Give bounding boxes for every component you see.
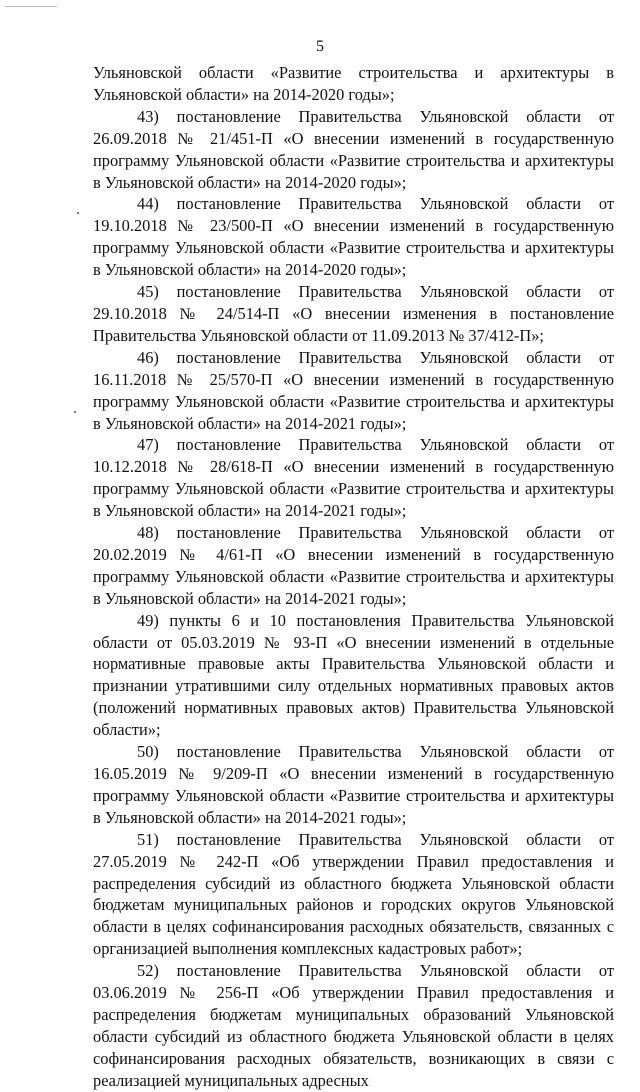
document-body — [93, 62, 614, 1092]
list-item-48: 48) постановление Правительства Ульяновской области от 20.02.2019 № 4/61-П «О внесении изменений в государственную программу Ульяновской области «Развитие строительства и архитектуры в Ульяновской области» на 2014-2021 годы»; — [93, 523, 614, 608]
paragraph-continued: Ульяновской области «Развитие строительства и архитектуры в Ульяновской области» на 2014-2020 годы»; — [93, 63, 614, 104]
scan-artifact-dot — [77, 212, 79, 214]
list-item-49: 49) пункты 6 и 10 постановления Правительства Ульяновской области от 05.03.2019 № 93-П «О внесении изменений в отдельные нормативные правовые акты Правительства Ульяновской области и признании утратившими силу отдельных нормативных правовых актов (положений нормативных правовых актов) Правительства Ульяновской области»; — [93, 610, 614, 740]
scan-artifact-top — [5, 6, 57, 7]
list-item-45: 45) постановление Правительства Ульяновской области от 29.10.2018 № 24/514-П «О внесении изменения в постановление Правительства Ульяновской области от 11.09.2013 № 37/412-П»; — [93, 282, 614, 345]
list-item-43: 43) постановление Правительства Ульяновской области от 26.09.2018 № 21/451-П «О внесении изменений в государственную программу Ульяновской области «Развитие строительства и архитектуры в Ульяновской области» на 2014-2020 годы»; — [93, 106, 614, 192]
list-item-50: 50) постановление Правительства Ульяновской области от 16.05.2019 № 9/209-П «О внесении изменений в государственную программу Ульяновской области «Развитие строительства и архитектуры в Ульяновской области» на 2014-2021 годы»; — [93, 742, 614, 827]
list-item-46: 46) постановление Правительства Ульяновской области от 16.11.2018 № 25/570-П «О внесении изменений в государственную программу Ульяновской области «Развитие строительства и архитектуры в Ульяновской области» на 2014-2021 годы»; — [93, 347, 614, 433]
page-number: 5 — [316, 38, 324, 55]
scan-artifact-dot — [74, 411, 76, 413]
list-item-51: 51) постановление Правительства Ульяновской области от 27.05.2019 № 242-П «Об утверждении Правил предоставления и распределения субсидий из областного бюджета Ульяновской области бюджетам муниципальных районов и городских округов Ульяновской области в целях софинансирования расходных обязательств, связанных с организацией выполнения комплексных кадастровых работ»; — [93, 829, 614, 959]
list-item-52: 52) постановление Правительства Ульяновской области от 03.06.2019 № 256-П «Об утверждении Правил предоставления и распределения бюджетам муниципальных образований Ульяновской области субсидий из областного бюджета Ульяновской области в целях софинансирования расходных обязательств, возникающих в связи с реализацией муниципальных адресных — [93, 961, 614, 1090]
list-item-44: 44) постановление Правительства Ульяновской области от 19.10.2018 № 23/500-П «О внесении изменений в государственную программу Ульяновской области «Развитие строительства и архитектуры в Ульяновской области» на 2014-2020 годы»; — [93, 194, 614, 280]
list-item-47: 47) постановление Правительства Ульяновской области от 10.12.2018 № 28/618-П «О внесении изменений в государственную программу Ульяновской области «Развитие строительства и архитектуры в Ульяновской области» на 2014-2021 годы»; — [93, 435, 614, 521]
